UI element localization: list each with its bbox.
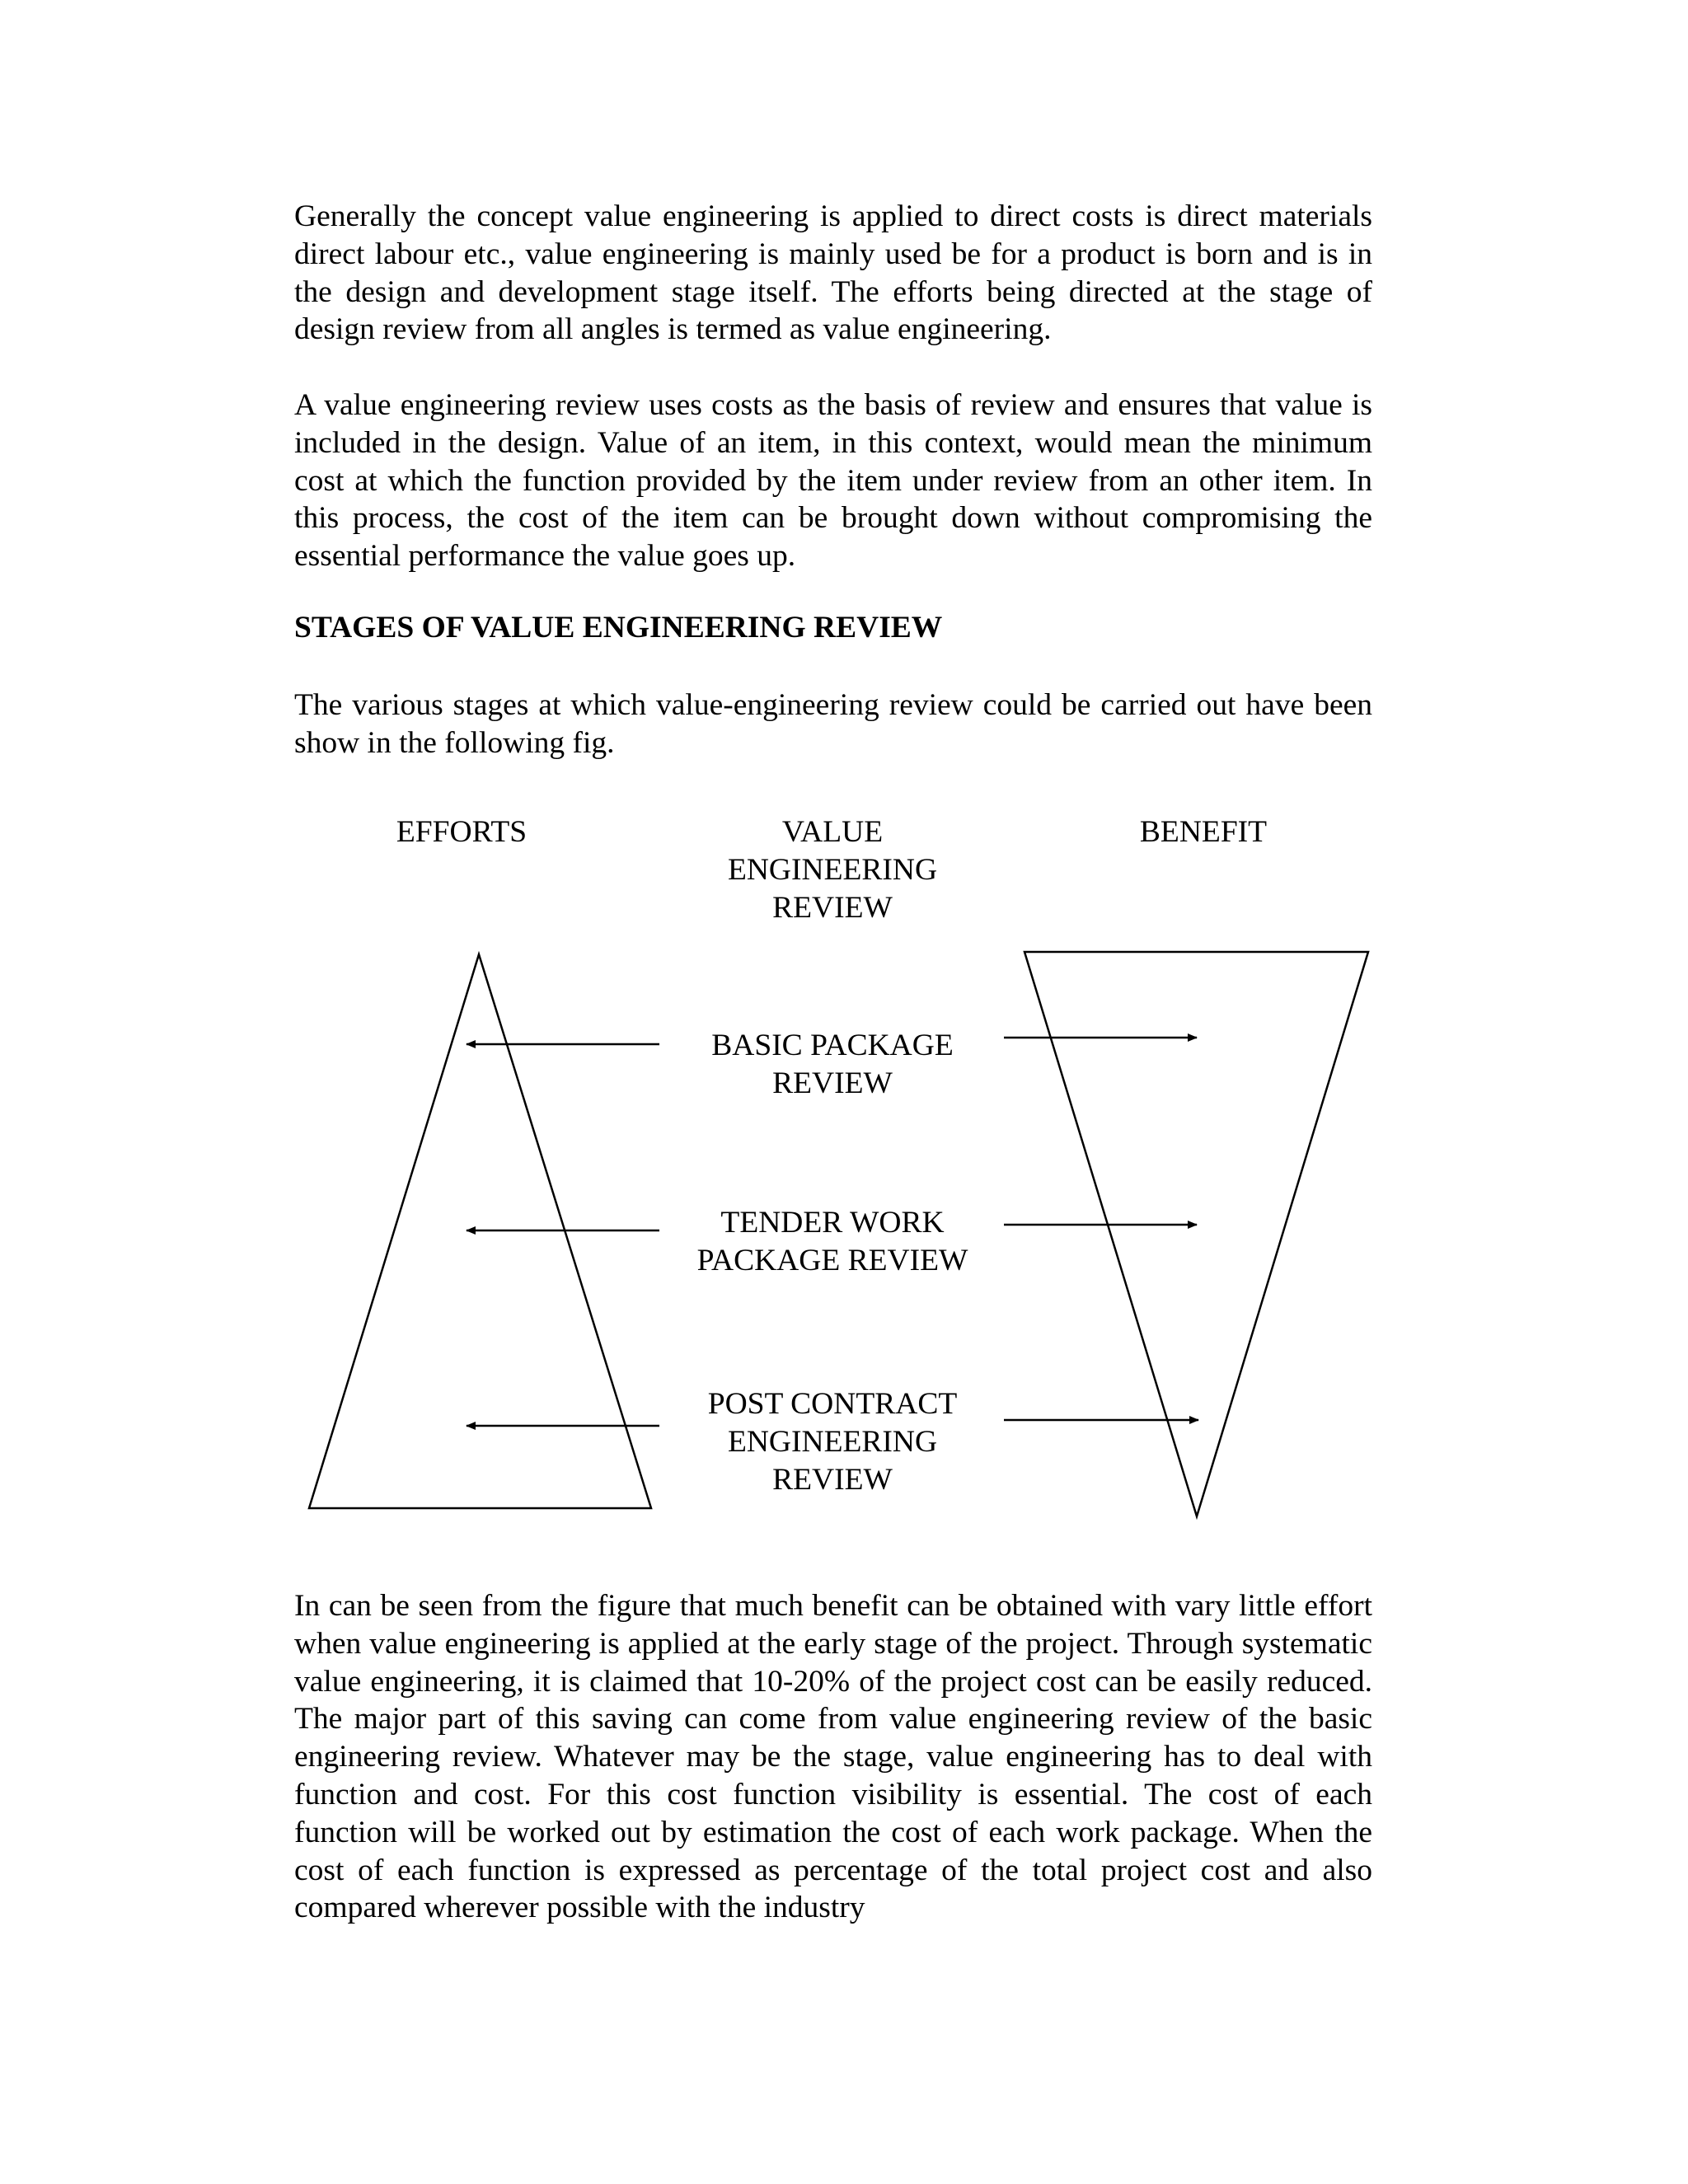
paragraph-intro: Generally the concept value engineering is applied to direct costs is direct materials direct labour etc., value engineering is mainly used be for a product is born and is in the design and development stage itself. The efforts being directed at the stage of design review from all angles is termed as value engineering. [294, 199, 1372, 347]
benefit-label: BENEFIT [1139, 815, 1268, 849]
stage-tender-work-package-review: TENDER WORK PACKAGE REVIEW [696, 1206, 968, 1277]
stage-basic-package-review: BASIC PACKAGE REVIEW [711, 1029, 954, 1100]
stage-post-contract-engineering-review: POST CONTRACT ENGINEERING REVIEW [707, 1387, 958, 1497]
paragraph-figure-intro: The various stages at which value-engineering review could be carried out have been show in the following fig. [294, 688, 1372, 760]
section-heading: STAGES OF VALUE ENGINEERING REVIEW [294, 611, 943, 644]
value-engineering-review-label: VALUE ENGINEERING REVIEW [727, 815, 938, 925]
efforts-label: EFFORTS [396, 815, 528, 849]
paragraph-review-definition: A value engineering review uses costs as the basis of review and ensures that value is included in the design. Value of an item, in this context, would mean the minimum cost at which the function provided by the item under review from an other item. In this process, the cost of the item can be brought down without compromising the essential performance the value goes up. [294, 388, 1372, 574]
paragraph-conclusion: In can be seen from the figure that much benefit can be obtained with vary little effort when value engineering is applied at the early stage of the project. Through systematic value engineering, it is claimed that 10-20% of the project cost can be easily reduced. The major part of this saving can come from value engineering review of the basic engineering review. Whatever may be the stage, value engineering has to deal with function and cost. For this cost function visibility is essential. The cost of each function will be worked out by estimation the cost of each work package. When the cost of each function is expressed as percentage of the total project cost and also compared wherever possible with the industry [294, 1589, 1372, 1925]
